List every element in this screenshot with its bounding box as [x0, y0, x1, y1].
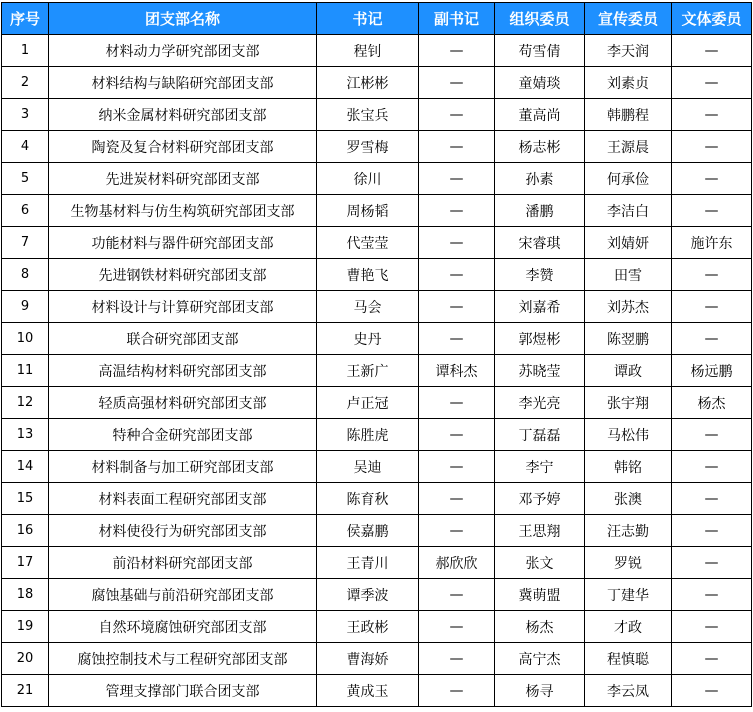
- index-cell: 17: [2, 547, 49, 579]
- secretary-cell: 吴迪: [317, 451, 419, 483]
- secretary-cell: 侯嘉鹏: [317, 515, 419, 547]
- secretary-cell: 张宝兵: [317, 99, 419, 131]
- index-cell: 10: [2, 323, 49, 355]
- index-cell: 12: [2, 387, 49, 419]
- branch-name-cell: 材料制备与加工研究部团支部: [49, 451, 317, 483]
- culture-sports-member-cell: —: [672, 131, 752, 163]
- publicity-member-cell: 韩鹏程: [585, 99, 672, 131]
- branch-name-cell: 特种合金研究部团支部: [49, 419, 317, 451]
- organization-member-cell: 丁磊磊: [495, 419, 585, 451]
- organization-member-cell: 杨志彬: [495, 131, 585, 163]
- culture-sports-member-cell: —: [672, 547, 752, 579]
- secretary-cell: 黄成玉: [317, 675, 419, 707]
- branch-name-cell: 自然环境腐蚀研究部团支部: [49, 611, 317, 643]
- secretary-cell: 卢正冠: [317, 387, 419, 419]
- organization-member-cell: 李光亮: [495, 387, 585, 419]
- deputy-secretary-cell: —: [419, 259, 495, 291]
- culture-sports-member-cell: 杨杰: [672, 387, 752, 419]
- index-cell: 20: [2, 643, 49, 675]
- culture-sports-member-cell: —: [672, 35, 752, 67]
- publicity-member-cell: 何承俭: [585, 163, 672, 195]
- table-row: [2, 483, 752, 515]
- culture-sports-member-cell: —: [672, 195, 752, 227]
- publicity-member-cell: 陈翌鹏: [585, 323, 672, 355]
- publicity-member-cell: 刘素贞: [585, 67, 672, 99]
- index-cell: 9: [2, 291, 49, 323]
- index-cell: 4: [2, 131, 49, 163]
- table-row: [2, 419, 752, 451]
- secretary-cell: 王新广: [317, 355, 419, 387]
- deputy-secretary-cell: 郝欣欣: [419, 547, 495, 579]
- publicity-member-cell: 田雪: [585, 259, 672, 291]
- publicity-member-cell: 韩铭: [585, 451, 672, 483]
- branch-name-cell: 生物基材料与仿生构筑研究部团支部: [49, 195, 317, 227]
- branch-name-cell: 材料设计与计算研究部团支部: [49, 291, 317, 323]
- table-row: [2, 227, 752, 259]
- index-cell: 21: [2, 675, 49, 707]
- publicity-member-cell: 程慎聪: [585, 643, 672, 675]
- index-cell: 6: [2, 195, 49, 227]
- table-row: [2, 323, 752, 355]
- column-header-culture-sports-member: 文体委员: [672, 3, 752, 35]
- organization-member-cell: 郭煜彬: [495, 323, 585, 355]
- deputy-secretary-cell: —: [419, 419, 495, 451]
- deputy-secretary-cell: —: [419, 99, 495, 131]
- branch-name-cell: 先进炭材料研究部团支部: [49, 163, 317, 195]
- organization-member-cell: 杨杰: [495, 611, 585, 643]
- deputy-secretary-cell: —: [419, 195, 495, 227]
- culture-sports-member-cell: —: [672, 323, 752, 355]
- branch-name-cell: 材料使役行为研究部团支部: [49, 515, 317, 547]
- table-row: [2, 291, 752, 323]
- organization-member-cell: 刘嘉希: [495, 291, 585, 323]
- branch-name-cell: 纳米金属材料研究部团支部: [49, 99, 317, 131]
- deputy-secretary-cell: —: [419, 387, 495, 419]
- table-row: [2, 35, 752, 67]
- organization-member-cell: 王思翔: [495, 515, 585, 547]
- index-cell: 2: [2, 67, 49, 99]
- header-row: [2, 3, 752, 35]
- secretary-cell: 陈胜虎: [317, 419, 419, 451]
- publicity-member-cell: 汪志勤: [585, 515, 672, 547]
- column-header-publicity-member: 宣传委员: [585, 3, 672, 35]
- organization-member-cell: 孙素: [495, 163, 585, 195]
- secretary-cell: 陈育秋: [317, 483, 419, 515]
- table-row: [2, 387, 752, 419]
- publicity-member-cell: 李洁白: [585, 195, 672, 227]
- secretary-cell: 程钊: [317, 35, 419, 67]
- secretary-cell: 代莹莹: [317, 227, 419, 259]
- branch-name-cell: 陶瓷及复合材料研究部团支部: [49, 131, 317, 163]
- secretary-cell: 江彬彬: [317, 67, 419, 99]
- branch-name-cell: 高温结构材料研究部团支部: [49, 355, 317, 387]
- publicity-member-cell: 刘苏杰: [585, 291, 672, 323]
- organization-member-cell: 董高尚: [495, 99, 585, 131]
- secretary-cell: 王政彬: [317, 611, 419, 643]
- secretary-cell: 谭季波: [317, 579, 419, 611]
- publicity-member-cell: 张澳: [585, 483, 672, 515]
- secretary-cell: 周杨韬: [317, 195, 419, 227]
- index-cell: 18: [2, 579, 49, 611]
- index-cell: 15: [2, 483, 49, 515]
- branch-name-cell: 先进钢铁材料研究部团支部: [49, 259, 317, 291]
- table-row: [2, 163, 752, 195]
- culture-sports-member-cell: 杨远鹏: [672, 355, 752, 387]
- culture-sports-member-cell: —: [672, 419, 752, 451]
- culture-sports-member-cell: —: [672, 483, 752, 515]
- culture-sports-member-cell: 施许东: [672, 227, 752, 259]
- table-row: [2, 259, 752, 291]
- deputy-secretary-cell: —: [419, 611, 495, 643]
- table-row: [2, 195, 752, 227]
- column-header-deputy-secretary: 副书记: [419, 3, 495, 35]
- index-cell: 14: [2, 451, 49, 483]
- column-header-index: 序号: [2, 3, 49, 35]
- culture-sports-member-cell: —: [672, 579, 752, 611]
- column-header-organization-member: 组织委员: [495, 3, 585, 35]
- branch-name-cell: 轻质高强材料研究部团支部: [49, 387, 317, 419]
- publicity-member-cell: 丁建华: [585, 579, 672, 611]
- secretary-cell: 曹海娇: [317, 643, 419, 675]
- publicity-member-cell: 王源晨: [585, 131, 672, 163]
- organization-member-cell: 苏晓莹: [495, 355, 585, 387]
- table-row: [2, 611, 752, 643]
- organization-member-cell: 宋睿琪: [495, 227, 585, 259]
- organization-member-cell: 杨寻: [495, 675, 585, 707]
- culture-sports-member-cell: —: [672, 451, 752, 483]
- culture-sports-member-cell: —: [672, 67, 752, 99]
- deputy-secretary-cell: —: [419, 35, 495, 67]
- column-header-secretary: 书记: [317, 3, 419, 35]
- deputy-secretary-cell: —: [419, 131, 495, 163]
- organization-member-cell: 李赞: [495, 259, 585, 291]
- secretary-cell: 徐川: [317, 163, 419, 195]
- branch-name-cell: 材料动力学研究部团支部: [49, 35, 317, 67]
- publicity-member-cell: 马松伟: [585, 419, 672, 451]
- secretary-cell: 史丹: [317, 323, 419, 355]
- table-row: [2, 355, 752, 387]
- secretary-cell: 曹艳飞: [317, 259, 419, 291]
- table-row: [2, 131, 752, 163]
- organization-member-cell: 邓予婷: [495, 483, 585, 515]
- branch-name-cell: 腐蚀控制技术与工程研究部团支部: [49, 643, 317, 675]
- culture-sports-member-cell: —: [672, 163, 752, 195]
- organization-member-cell: 李宁: [495, 451, 585, 483]
- publicity-member-cell: 刘婧妍: [585, 227, 672, 259]
- organization-member-cell: 苟雪倩: [495, 35, 585, 67]
- table-row: [2, 67, 752, 99]
- culture-sports-member-cell: —: [672, 291, 752, 323]
- index-cell: 5: [2, 163, 49, 195]
- branch-committee-table: [1, 2, 752, 707]
- deputy-secretary-cell: —: [419, 643, 495, 675]
- branch-name-cell: 材料表面工程研究部团支部: [49, 483, 317, 515]
- table-row: [2, 579, 752, 611]
- branch-name-cell: 材料结构与缺陷研究部团支部: [49, 67, 317, 99]
- publicity-member-cell: 谭政: [585, 355, 672, 387]
- deputy-secretary-cell: —: [419, 579, 495, 611]
- table-row: [2, 515, 752, 547]
- table-row: [2, 99, 752, 131]
- culture-sports-member-cell: —: [672, 259, 752, 291]
- branch-name-cell: 管理支撑部门联合团支部: [49, 675, 317, 707]
- culture-sports-member-cell: —: [672, 643, 752, 675]
- table-row: [2, 547, 752, 579]
- organization-member-cell: 潘鹏: [495, 195, 585, 227]
- deputy-secretary-cell: —: [419, 483, 495, 515]
- table-row: [2, 675, 752, 707]
- organization-member-cell: 童婧琰: [495, 67, 585, 99]
- organization-member-cell: 高宁杰: [495, 643, 585, 675]
- branch-name-cell: 功能材料与器件研究部团支部: [49, 227, 317, 259]
- branch-name-cell: 联合研究部团支部: [49, 323, 317, 355]
- index-cell: 11: [2, 355, 49, 387]
- secretary-cell: 王青川: [317, 547, 419, 579]
- deputy-secretary-cell: —: [419, 451, 495, 483]
- index-cell: 3: [2, 99, 49, 131]
- deputy-secretary-cell: —: [419, 291, 495, 323]
- deputy-secretary-cell: —: [419, 67, 495, 99]
- secretary-cell: 罗雪梅: [317, 131, 419, 163]
- table-body: [2, 35, 752, 707]
- deputy-secretary-cell: 谭科杰: [419, 355, 495, 387]
- deputy-secretary-cell: —: [419, 515, 495, 547]
- index-cell: 19: [2, 611, 49, 643]
- deputy-secretary-cell: —: [419, 323, 495, 355]
- index-cell: 16: [2, 515, 49, 547]
- secretary-cell: 马会: [317, 291, 419, 323]
- index-cell: 13: [2, 419, 49, 451]
- table-row: [2, 451, 752, 483]
- column-header-branch-name: 团支部名称: [49, 3, 317, 35]
- publicity-member-cell: 李云凤: [585, 675, 672, 707]
- culture-sports-member-cell: —: [672, 611, 752, 643]
- deputy-secretary-cell: —: [419, 227, 495, 259]
- table-row: [2, 643, 752, 675]
- branch-name-cell: 腐蚀基础与前沿研究部团支部: [49, 579, 317, 611]
- deputy-secretary-cell: —: [419, 675, 495, 707]
- publicity-member-cell: 李天润: [585, 35, 672, 67]
- publicity-member-cell: 才政: [585, 611, 672, 643]
- index-cell: 1: [2, 35, 49, 67]
- index-cell: 7: [2, 227, 49, 259]
- deputy-secretary-cell: —: [419, 163, 495, 195]
- publicity-member-cell: 罗锐: [585, 547, 672, 579]
- branch-name-cell: 前沿材料研究部团支部: [49, 547, 317, 579]
- culture-sports-member-cell: —: [672, 675, 752, 707]
- culture-sports-member-cell: —: [672, 99, 752, 131]
- publicity-member-cell: 张宇翔: [585, 387, 672, 419]
- organization-member-cell: 张文: [495, 547, 585, 579]
- culture-sports-member-cell: —: [672, 515, 752, 547]
- index-cell: 8: [2, 259, 49, 291]
- organization-member-cell: 冀萌盟: [495, 579, 585, 611]
